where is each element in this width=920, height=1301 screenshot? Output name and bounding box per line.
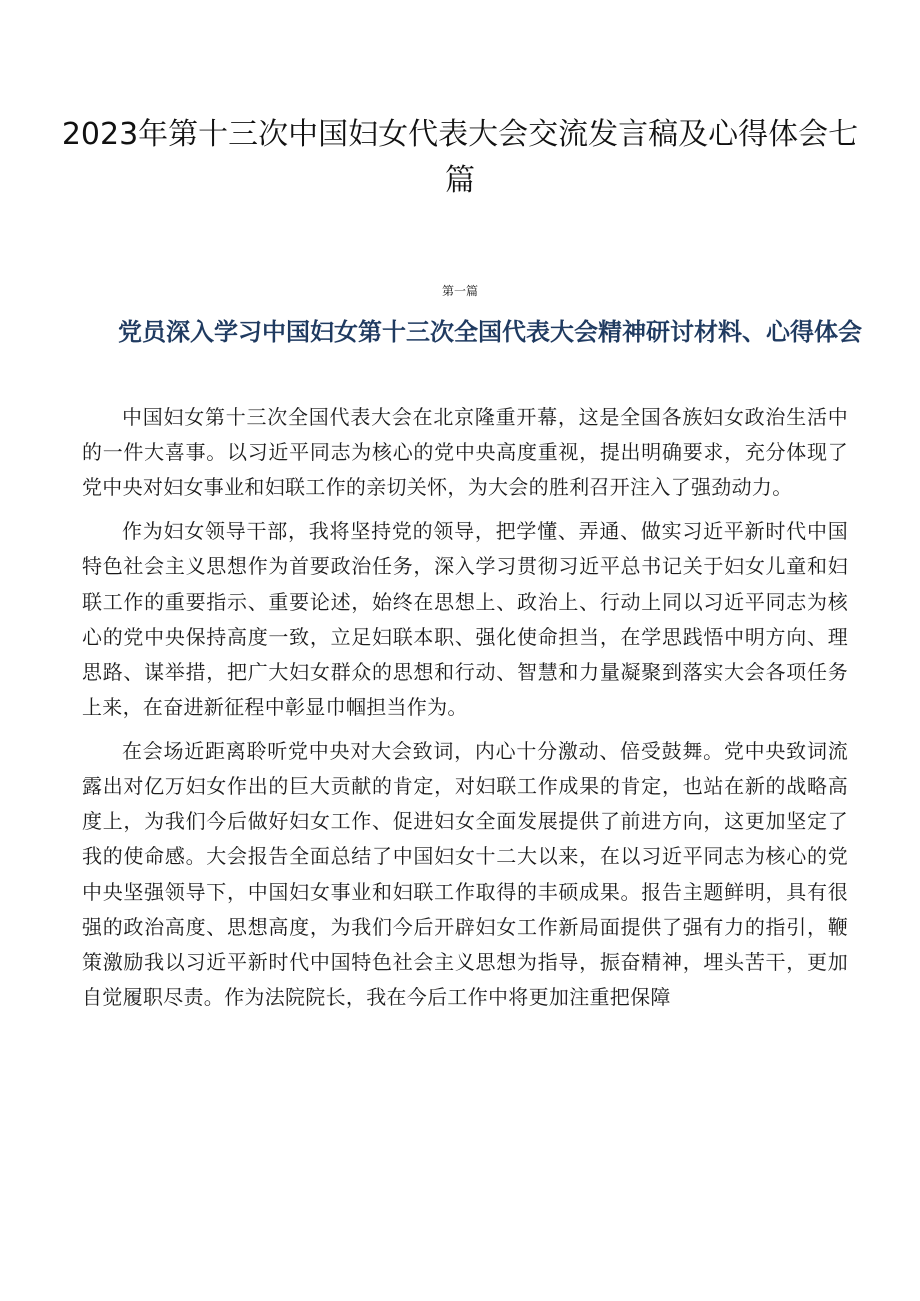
section-title: 党员深入学习中国妇女第十三次全国代表大会精神研讨材料、心得体会 <box>118 318 862 346</box>
paragraph-3: 在会场近距离聆听党中央对大会致词，内心十分激动、倍受鼓舞。党中央致词流露出对亿万妇女作出的巨大贡献的肯定，对妇联工作成果的肯定，也站在新的战略高度上，为我们今后做好妇女工作、促进妇女全面发展提供了前进方向，这更加坚定了我的使命感。大会报告全面总结了中国妇女十二大以来，在以习近平同志为核心的党中央坚强领导下，中国妇女事业和妇联工作取得的丰硕成果。报告主题鲜明，具有很强的政治高度、思想高度，为我们今后开辟妇女工作新局面提供了强有力的指引，鞭策激励我以习近平新时代中国特色社会主义思想为指导，振奋精神，埋头苦干，更加自觉履职尽责。作为法院院长，我在今后工作中将更加注重把保障 <box>82 738 848 1010</box>
body-text <box>82 400 848 1024</box>
paragraph-1: 中国妇女第十三次全国代表大会在北京隆重开幕，这是全国各族妇女政治生活中的一件大喜事。以习近平同志为核心的党中央高度重视，提出明确要求，充分体现了党中央对妇女事业和妇联工作的亲切关怀，为大会的胜利召开注入了强劲动力。 <box>82 405 848 500</box>
section-label: 第一篇 <box>441 284 478 298</box>
document-title: 2023年第十三次中国妇女代表大会交流发言稿及心得体会七篇 <box>61 117 859 198</box>
paragraph-2: 作为妇女领导干部，我将坚持党的领导，把学懂、弄通、做实习近平新时代中国特色社会主义思想作为首要政治任务，深入学习贯彻习近平总书记关于妇女儿童和妇联工作的重要指示、重要论述，始终在思想上、政治上、行动上同以习近平同志为核心的党中央保持高度一致，立足妇联本职、强化使命担当，在学思践悟中明方向、理思路、谋举措，把广大妇女群众的思想和行动、智慧和力量凝聚到落实大会各项任务上来，在奋进新征程中彰显巾帼担当作为。 <box>82 519 848 720</box>
